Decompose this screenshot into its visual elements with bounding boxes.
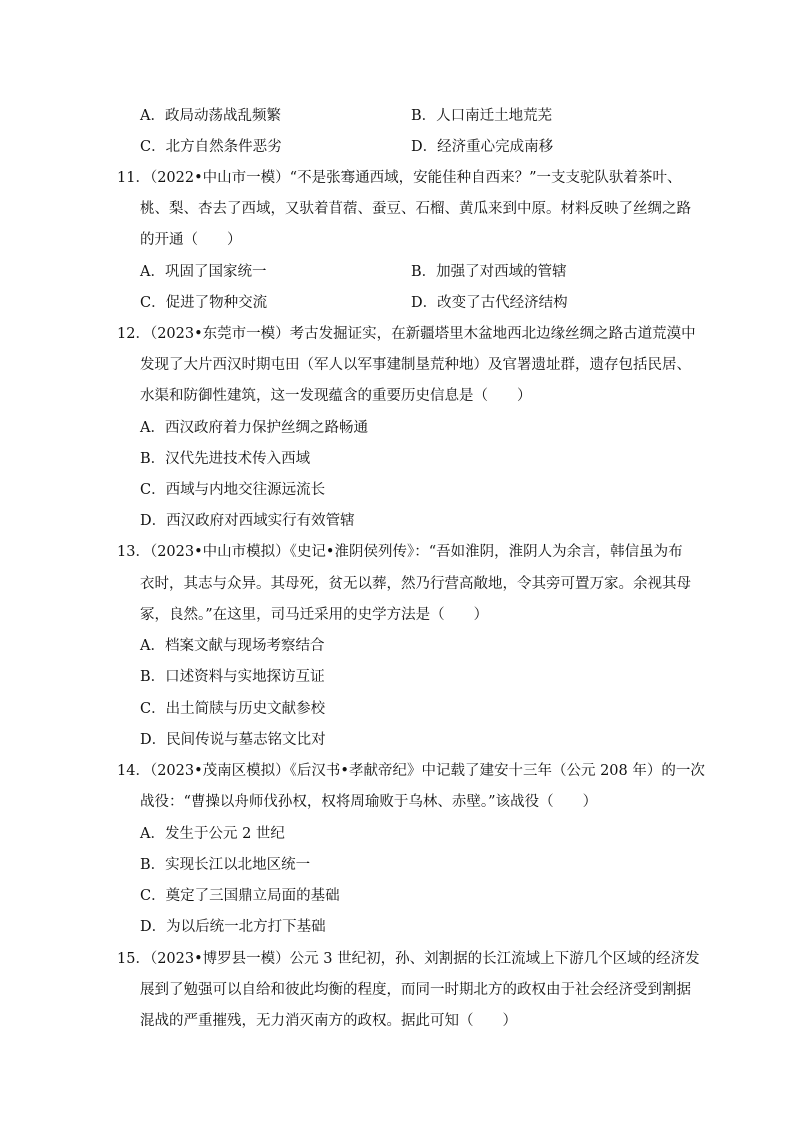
q11-option-c[interactable]: C．促进了物种交流 [140, 295, 268, 311]
q14-option-d[interactable]: D．为以后统一北方打下基础 [140, 919, 326, 935]
q13-option-b[interactable]: B．口述资料与实地探访互证 [140, 669, 325, 685]
q12-stem-line-2: 发现了大片西汉时期屯田（军人以军事建制垦荒种地）及官署遗址群，遗存包括民居、 [140, 357, 691, 373]
q11-option-a[interactable]: A．巩固了国家统一 [140, 264, 267, 280]
q10-options-row-2 [140, 135, 700, 155]
q11-option-b[interactable]: B．加强了对西域的管辖 [411, 264, 567, 280]
q10-options-row-1 [140, 104, 700, 124]
q14-option-c[interactable]: C．奠定了三国鼎立局面的基础 [140, 888, 340, 904]
q13-option-c[interactable]: C．出土简牍与历史文献参校 [140, 701, 326, 717]
q10-option-c[interactable]: C．北方自然条件恶劣 [140, 139, 282, 155]
q12-stem-line-1: 12．（2023•东莞市一模）考古发掘证实，在新疆塔里木盆地西北边缘丝绸之路古道荒漠中 [117, 326, 696, 342]
q11-options-row-1 [140, 260, 700, 280]
q11-option-d[interactable]: D．改变了古代经济结构 [411, 295, 568, 311]
q14-stem-line-1: 14．（2023•茂南区模拟）《后汉书•孝献帝纪》中记载了建安十三年（公元 208 年）的一次 [117, 763, 705, 779]
q12-option-c[interactable]: C．西域与内地交往源远流长 [140, 482, 326, 498]
q15-stem-line-2: 展到了勉强可以自给和彼此均衡的程度，而同一时期北方的政权由于社会经济受到割据 [140, 982, 691, 998]
q12-option-a[interactable]: A．西汉政府着力保护丝绸之路畅通 [140, 420, 368, 436]
q11-stem-line-1: 11．（2022•中山市一模）“不是张骞通西域，安能佳种自西来？”一支支驼队驮着茶叶、 [117, 170, 682, 186]
q14-option-b[interactable]: B．实现长江以北地区统一 [140, 857, 311, 873]
q10-option-d[interactable]: D．经济重心完成南移 [411, 139, 554, 155]
q12-option-d[interactable]: D．西汉政府对西域实行有效管辖 [140, 513, 355, 529]
q13-stem-line-2: 衣时，其志与众异。其母死，贫无以葬，然乃行营高敞地，令其旁可置万家。余视其母 [140, 576, 691, 592]
q11-stem-line-2: 桃、梨、杏去了西域，又驮着苜蓿、蚕豆、石榴、黄瓜来到中原。材料反映了丝绸之路 [140, 201, 691, 217]
q11-stem-line-3: 的开通（ ） [140, 232, 242, 248]
q13-stem-line-3: 冢，良然。”在这里，司马迁采用的史学方法是（ ） [140, 607, 489, 623]
q12-stem-line-3: 水渠和防御性建筑，这一发现蕴含的重要历史信息是（ ） [140, 388, 532, 404]
q14-stem-line-2: 战役：“曹操以舟师伐孙权，权将周瑜败于乌林、赤壁。”该战役（ ） [140, 794, 598, 810]
q15-stem-line-1: 15．（2023•博罗县一模）公元 3 世纪初，孙、刘割据的长江流域上下游几个区域的经济发 [117, 951, 700, 967]
q10-option-b[interactable]: B．人口南迁土地荒芜 [411, 108, 553, 124]
q13-option-a[interactable]: A．档案文献与现场考察结合 [140, 638, 325, 654]
q13-stem-line-1: 13．（2023•中山市模拟）《史记•淮阴侯列传》：“吾如淮阴，淮阴人为余言，韩信虽为布 [117, 544, 683, 560]
q12-option-b[interactable]: B．汉代先进技术传入西域 [140, 451, 311, 467]
q14-option-a[interactable]: A．发生于公元 2 世纪 [140, 826, 285, 842]
q10-option-a[interactable]: A．政局动荡战乱频繁 [140, 108, 281, 124]
q11-options-row-2 [140, 291, 700, 311]
q13-option-d[interactable]: D．民间传说与墓志铭文比对 [140, 732, 326, 748]
q15-stem-line-3: 混战的严重摧残，无力消灭南方的政权。据此可知（ ） [140, 1013, 517, 1029]
